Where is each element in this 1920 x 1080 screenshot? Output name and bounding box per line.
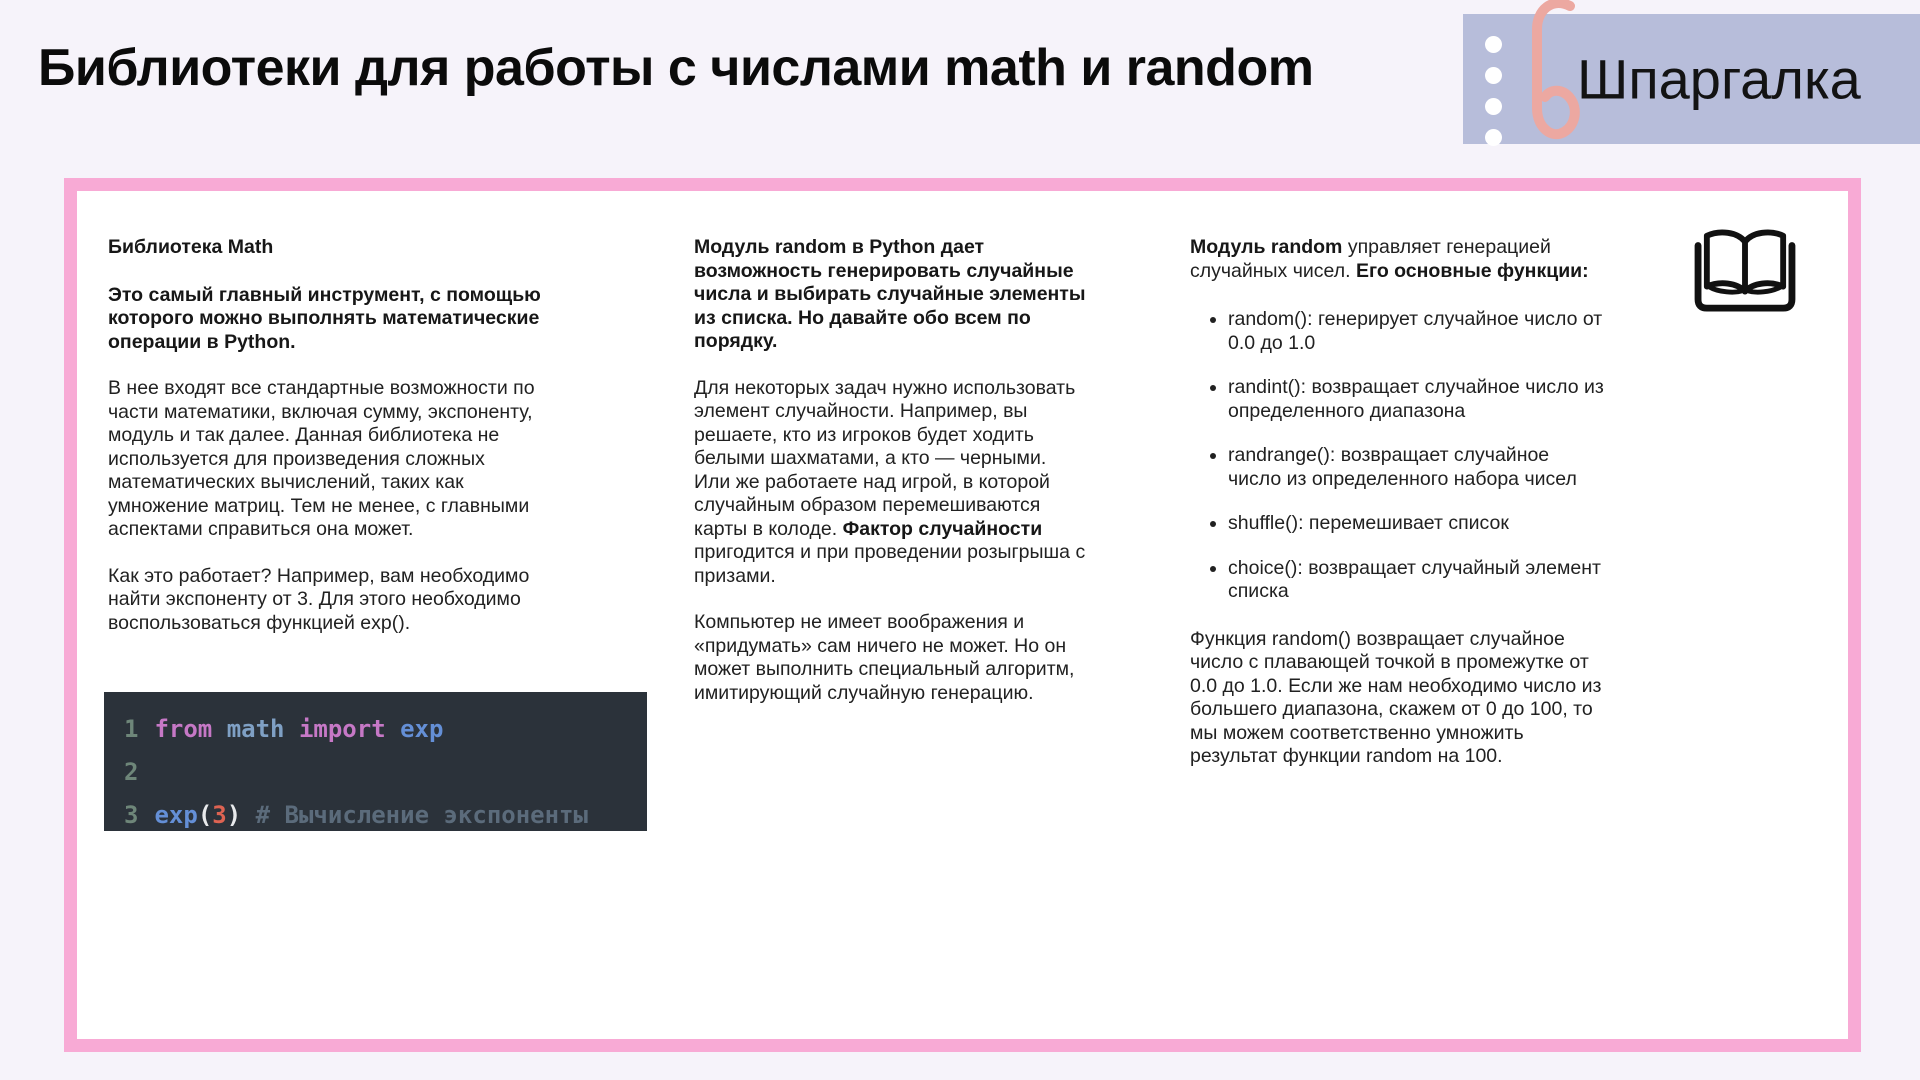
list-item: • randint(): возвращает случайное число из определенного диапазона — [1228, 376, 1604, 423]
paragraph-bold-text: Модуль random — [1190, 236, 1343, 258]
paperclip-icon — [1510, 0, 1602, 144]
hole-dot — [1485, 36, 1502, 53]
paragraph: Как это работает? Например, вам необходимо найти экспоненту от 3. Для этого необходимо воспользоваться функцией exp(). — [108, 564, 530, 634]
hole-dot — [1485, 98, 1502, 115]
code-token-paren: ( — [197, 801, 213, 829]
code-token-keyword: from — [154, 715, 213, 743]
paragraph-text: пригодится и при проведении розыгрыша с призами. — [694, 541, 1086, 587]
paragraph-bold-text: Фактор случайности — [842, 517, 1043, 540]
line-number: 2 — [124, 758, 139, 786]
code-line — [124, 751, 637, 794]
hole-dot — [1485, 129, 1502, 146]
paragraph-text: Для некоторых задач нужно использовать элемент случайности. Например, вы решаете, кто из игроков будет ходить белыми шахматами, а кто — черными. Или же работаете над игрой, в которой случайным образом перемешиваются карты в колоде. — [694, 376, 1076, 540]
page-title: Библиотеки для работы с числами math и random — [38, 39, 1314, 97]
code-line — [124, 708, 637, 751]
code-block — [104, 692, 647, 831]
badge-label: Шпаргалка — [1577, 47, 1861, 111]
code-token-module: math — [226, 715, 285, 743]
lead-paragraph: Это самый главный инструмент, с помощью которого можно выполнять математические операции в Python. — [108, 283, 541, 353]
paragraph: В нее входят все стандартные возможности по части математики, включая сумму, экспоненту, модуль и так далее. Данная библиотека не используется для произведения сложных математических вычислений, таких как умножение матриц. Тем не менее, с главными аспектами справиться она может. — [108, 377, 535, 540]
column-random-functions — [1190, 236, 1604, 792]
list-item: • shuffle(): перемешивает список — [1228, 512, 1604, 536]
column-math — [108, 236, 560, 658]
outro-paragraph: Функция random() возвращает случайное число с плавающей точкой в промежутке от 0.0 до 1.0. Если же нам необходимо число из большего диапазона, скажем от 0 до 100, то мы можем соответственно умножить результат функции random на 100. — [1190, 627, 1602, 767]
list-item: • choice(): возвращает случайный элемент списка — [1228, 557, 1604, 604]
open-book-icon — [1686, 224, 1804, 314]
function-bullet-list — [1190, 308, 1604, 604]
line-number: 1 — [124, 715, 139, 743]
list-item: • random(): генерирует случайное число от 0.0 до 1.0 — [1228, 308, 1604, 355]
paragraph — [694, 377, 1086, 589]
code-token-comment: # Вычисление экспоненты — [255, 801, 588, 829]
intro-paragraph — [1190, 236, 1604, 283]
line-number: 3 — [124, 801, 139, 829]
code-token-function: exp — [400, 715, 444, 743]
column-heading: Библиотека Math — [108, 236, 274, 258]
lead-paragraph: Модуль random в Python дает возможность генерировать случайные числа и выбирать случайные элементы из списка. Но давайте обо всем по порядку. — [694, 236, 1086, 352]
badge-hole-dots — [1485, 36, 1502, 146]
paragraph: Компьютер не имеет воображения и «придумать» сам ничего не может. Но он может выполнить специальный алгоритм, имитирующий случайную генерацию. — [694, 611, 1075, 704]
code-line — [124, 794, 637, 831]
code-token-number: 3 — [212, 801, 227, 829]
column-random-intro — [694, 236, 1086, 728]
code-token-function: exp — [154, 801, 198, 829]
paragraph-bold-text: Его основные функции: — [1355, 259, 1589, 282]
hole-dot — [1485, 67, 1502, 84]
code-token-keyword: import — [298, 715, 386, 743]
list-item: • randrange(): возвращает случайное число из определенного набора чисел — [1228, 444, 1604, 491]
code-token-paren: ) — [226, 801, 242, 829]
paragraph-text: управляет генерацией случайных чисел. — [1190, 236, 1551, 282]
